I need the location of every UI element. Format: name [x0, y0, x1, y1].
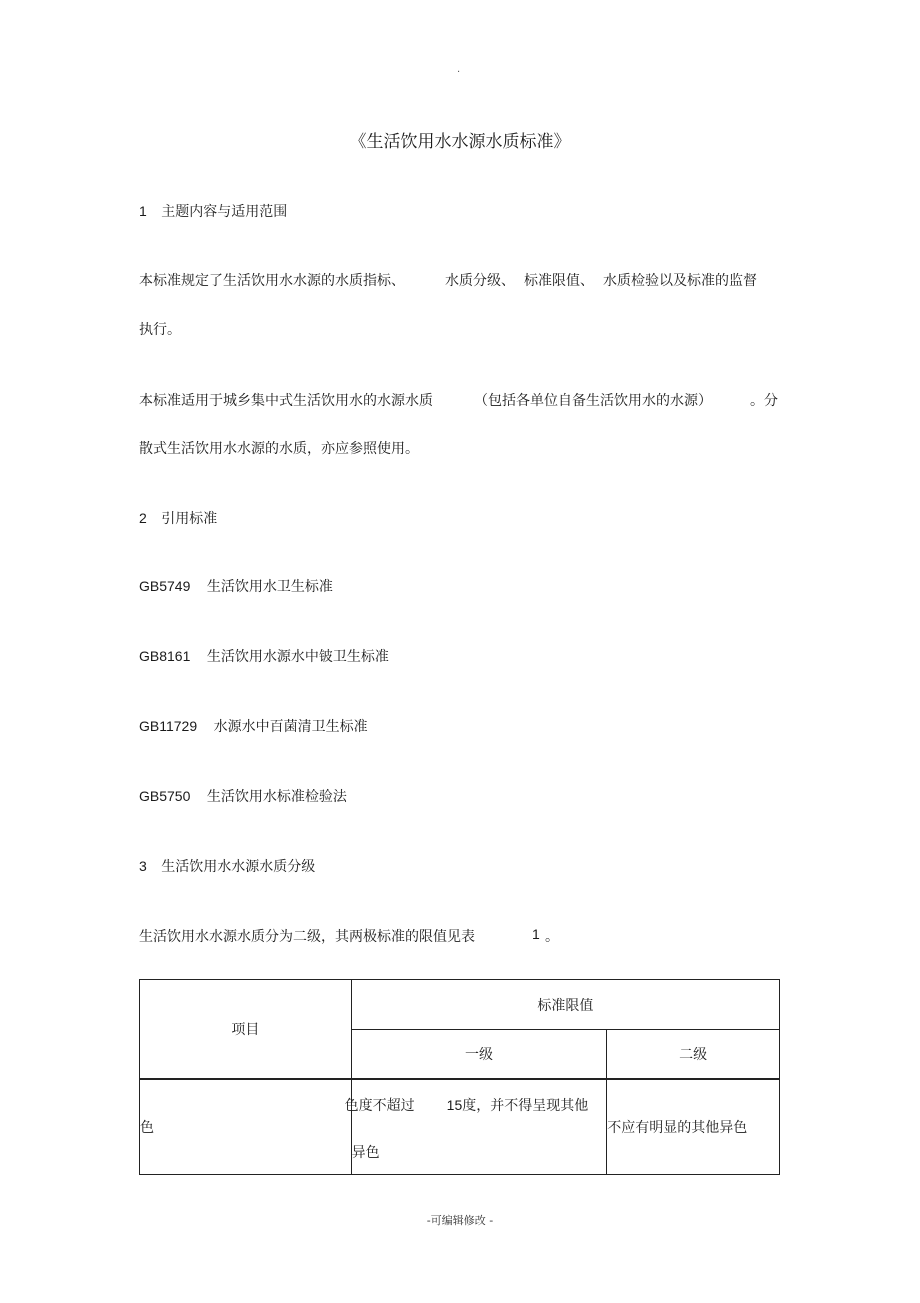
level-1-number: 15	[446, 1097, 463, 1113]
section-2-number: 2	[139, 510, 147, 526]
section-1-number: 1	[139, 203, 147, 219]
section-1-para-2-seg-3: 。分	[750, 393, 778, 409]
table-row	[140, 1079, 780, 1175]
reference-item	[139, 646, 389, 666]
section-1-heading	[139, 201, 287, 221]
section-3-para-table-ref: 1	[532, 926, 540, 942]
table-header-limit: 标准限值	[351, 980, 779, 1030]
section-1-para-2-line-2: 散式生活饮用水水源的水质，亦应参照使用。	[139, 441, 419, 457]
reference-item	[139, 716, 368, 736]
level-1-part-2: 度，并不得呈现其他	[462, 1098, 589, 1114]
reference-code: GB5750	[139, 788, 191, 804]
reference-code: GB5749	[139, 578, 191, 594]
section-3-title: 生活饮用水水源水质分级	[161, 859, 316, 875]
section-3-para-seg-3: 。	[545, 929, 559, 945]
table-cell-level-1	[344, 1079, 607, 1175]
section-3-heading	[139, 856, 315, 876]
table-header-level-1: 一级	[351, 1030, 607, 1080]
table-header-level-2: 二级	[607, 1030, 780, 1080]
section-1-para-2-seg-1: 本标准适用于城乡集中式生活饮用水的水源水质	[139, 393, 433, 409]
table-cell-item: 色	[140, 1079, 352, 1175]
section-1-para-1-line-2: 执行。	[139, 322, 181, 338]
reference-name: 生活饮用水源水中铍卫生标准	[206, 649, 389, 665]
section-3-number: 3	[139, 858, 147, 874]
section-1-para-1-seg-4: 水质检验以及标准的监督	[603, 273, 757, 289]
section-2-title: 引用标准	[161, 511, 218, 527]
reference-item	[139, 786, 347, 806]
header-dot: .	[457, 64, 461, 75]
reference-item	[139, 576, 333, 596]
table-header-item: 项目	[140, 980, 352, 1080]
page-footer: -可编辑修改 -	[426, 1214, 494, 1227]
reference-name: 水源水中百菌清卫生标准	[213, 719, 368, 735]
section-3-para-seg-1: 生活饮用水水源水质分为二级，其两极标准的限值见表	[139, 929, 475, 945]
reference-code: GB11729	[139, 718, 198, 734]
level-1-part-1: 色度不超过	[344, 1098, 415, 1114]
section-1-title: 主题内容与适用范围	[161, 204, 288, 220]
level-1-line-1	[345, 1095, 589, 1115]
section-2-heading	[139, 508, 217, 528]
reference-name: 生活饮用水标准检验法	[206, 789, 347, 805]
section-1-para-2-seg-2: （包括各单位自备生活饮用水的水源）	[474, 393, 712, 409]
table-cell-level-2: 不应有明显的其他异色	[607, 1079, 780, 1175]
table-header-row	[140, 980, 780, 1030]
standard-limits-table	[139, 979, 780, 1175]
reference-name: 生活饮用水卫生标准	[206, 579, 333, 595]
level-1-line-2: 异色	[351, 1145, 380, 1161]
section-1-para-1-seg-1: 本标准规定了生活饮用水水源的水质指标、	[139, 273, 405, 289]
section-1-para-1-seg-2: 水质分级、	[445, 273, 515, 289]
reference-code: GB8161	[139, 648, 191, 664]
document-title: 《生活饮用水水源水质标准》	[349, 132, 571, 152]
section-1-para-1-seg-3: 标准限值、	[524, 273, 594, 289]
